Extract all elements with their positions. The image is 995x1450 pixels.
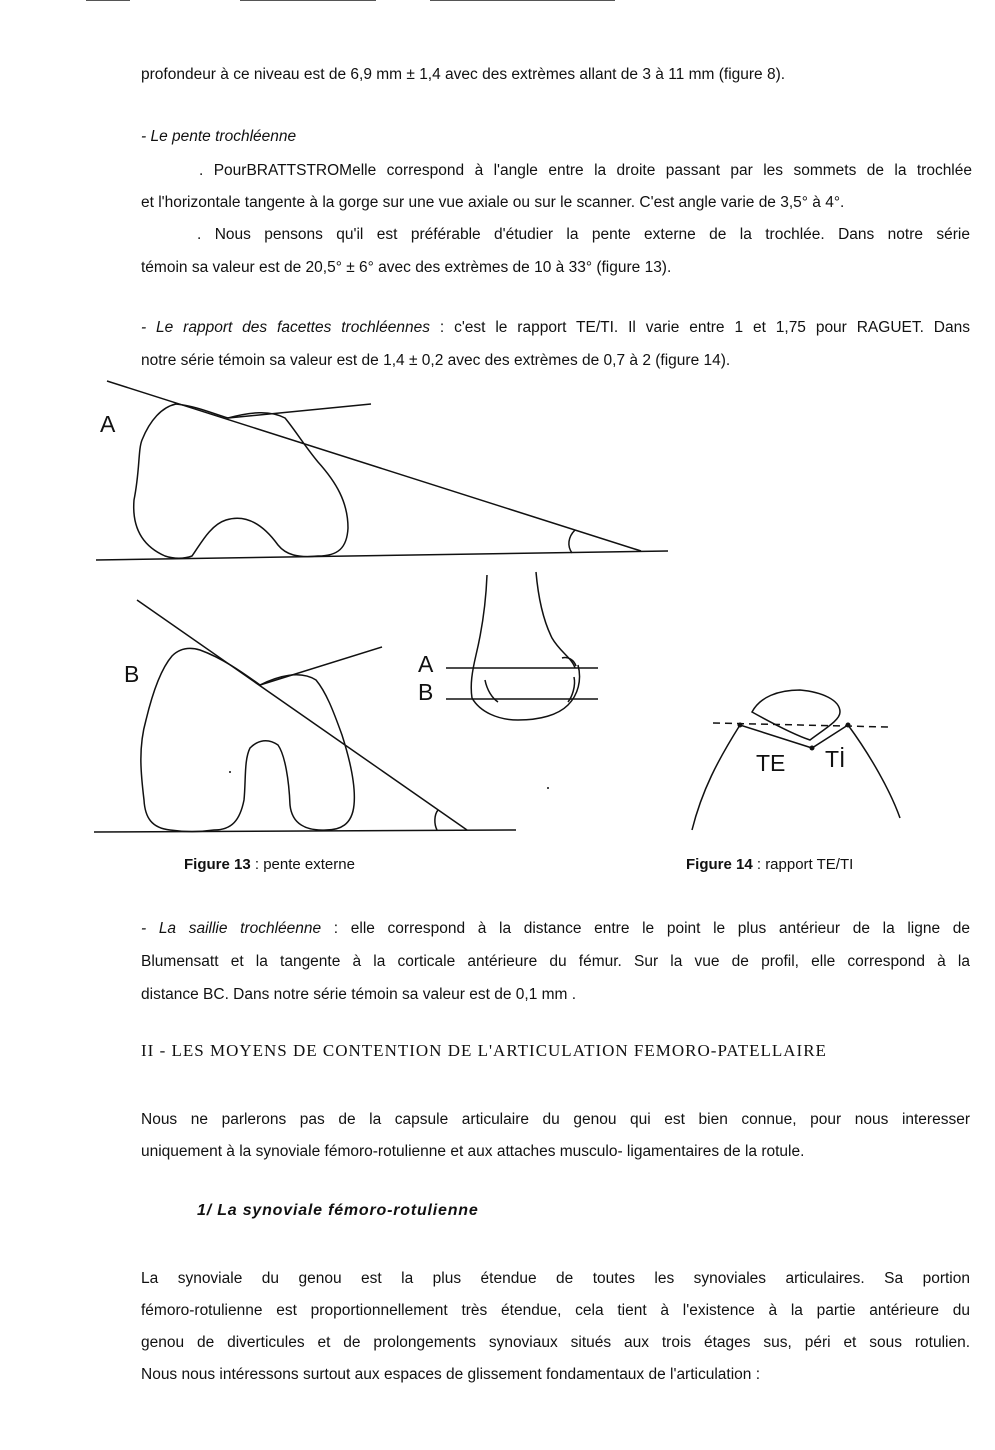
subheading-synoviale: 1/ La synoviale fémoro-rotulienne xyxy=(197,1202,479,1219)
femur-section-b xyxy=(141,648,355,831)
figure13-caption-number: Figure 13 xyxy=(184,856,251,873)
rapport-line-1-text: : c'est le rapport TE/TI. Il varie entre 1 et 1,75 pour RAGUET. Dans xyxy=(429,319,970,336)
point-te xyxy=(738,723,743,728)
angle-arc-b xyxy=(435,810,438,830)
speck xyxy=(229,771,231,773)
point-ti xyxy=(846,723,851,728)
femur-profile-shaft-right xyxy=(536,572,575,668)
tangent-line-a xyxy=(228,404,371,418)
figure13-level-a: A xyxy=(418,651,434,677)
synoviale-line-2: fémoro-rotulienne est proportionnellement très étendue, cela tient à l'existence à la partie antérieure du xyxy=(141,1302,970,1319)
trochlea-outline xyxy=(692,725,900,830)
figure14-caption-number: Figure 14 xyxy=(686,856,753,873)
angle-arc-a xyxy=(569,530,575,553)
rapport-line-2: notre série témoin sa valeur est de 1,4 ± 0,2 avec des extrèmes de 0,7 à 2 (figure 14). xyxy=(141,352,731,369)
pente-line-4: témoin sa valeur est de 20,5° ± 6° avec des extrèmes de 10 à 33° (figure 13). xyxy=(141,259,672,276)
figure13-label-b: B xyxy=(124,661,140,687)
femur-profile-condyle xyxy=(472,665,580,720)
pente-line-3: . Nous pensons qu'il est préférable d'étudier la pente externe de la trochlée. Dans notre série xyxy=(197,226,970,243)
saillie-line-1 xyxy=(141,912,970,945)
section-heading: II - LES MOYENS DE CONTENTION DE L'ARTICULATION FEMORO-PATELLAIRE xyxy=(141,1041,827,1060)
pente-line-1: . PourBRATTSTROMelle correspond à l'angle entre la droite passant par les sommets de la trochlée xyxy=(199,162,972,179)
figure14-caption-text: : rapport TE/TI xyxy=(752,856,854,873)
figure13-caption-text: : pente externe xyxy=(250,856,355,873)
figure13-level-b: B xyxy=(418,679,434,705)
figure13-caption xyxy=(184,856,355,873)
slope-line-b xyxy=(137,600,467,830)
capsule-line-2: uniquement à la synoviale fémoro-rotulienne et aux attaches musculo- ligamentaires de la rotule. xyxy=(141,1143,805,1160)
femur-profile-shaft-left xyxy=(471,575,487,698)
section-title-saillie: - La saillie trochléenne xyxy=(141,920,322,937)
figure13-view-a xyxy=(96,381,668,560)
figure14-caption xyxy=(686,856,853,873)
figure13-profile-view xyxy=(418,572,598,720)
tangent-line-b xyxy=(260,647,382,685)
saillie-line-1-text: : elle correspond à la distance entre le point le plus antérieur de la ligne de xyxy=(321,920,970,937)
synoviale-line-3: genou de diverticules et de prolongements synoviaux situés aux trois étages sus, péri et sous rotulien. xyxy=(141,1334,970,1351)
synoviale-line-4: Nous nous intéressons surtout aux espaces de glissement fondamentaux de l'articulation : xyxy=(141,1366,761,1383)
paragraph-profondeur: profondeur à ce niveau est de 6,9 mm ± 1,4 avec des extrèmes allant de 3 à 11 mm (figure 8). xyxy=(141,66,786,83)
point-center xyxy=(810,746,815,751)
baseline-b xyxy=(94,830,516,832)
figure14-diagram xyxy=(692,690,900,830)
femur-section-a xyxy=(134,404,348,558)
section-title-pente: - Le pente trochléenne xyxy=(141,128,297,145)
figure14-label-te: TE xyxy=(756,750,786,776)
saillie-line-2: Blumensatt et la tangente à la corticale antérieure du fémur. Sur la vue de profil, elle correspond à la xyxy=(141,953,970,970)
speck xyxy=(547,787,549,789)
section-title-rapport: - Le rapport des facettes trochléennes xyxy=(141,319,430,336)
synoviale-line-1: La synoviale du genou est la plus étendue de toutes les synoviales articulaires. Sa portion xyxy=(141,1270,970,1287)
figure14-label-ti: Tİ xyxy=(825,746,846,772)
pente-line-2: et l'horizontale tangente à la gorge sur une vue axiale ou sur le scanner. C'est angle varie de 3,5° à 4°. xyxy=(141,194,845,211)
saillie-line-3: distance BC. Dans notre série témoin sa valeur est de 0,1 mm . xyxy=(141,986,577,1003)
figure13-label-a: A xyxy=(100,411,116,437)
capsule-line-1: Nous ne parlerons pas de la capsule articulaire du genou qui est bien connue, pour nous interesser xyxy=(141,1111,970,1128)
